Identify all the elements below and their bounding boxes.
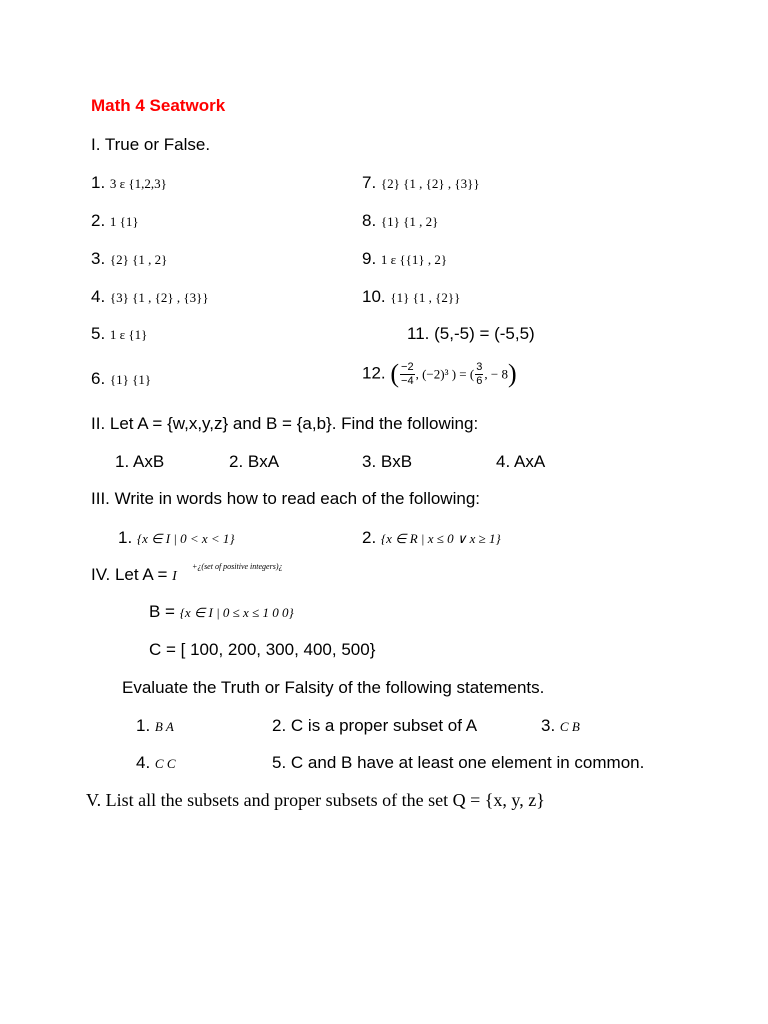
part5-heading: V. List all the subsets and proper subsets of the set Q = {x, y, z} [86, 790, 545, 810]
part2-item-3 [362, 453, 412, 470]
item-number: 12. [362, 363, 386, 383]
part4-item-2 [272, 717, 477, 734]
part4-item-4 [136, 754, 176, 771]
part1-item-6 [91, 370, 151, 387]
part1-item-5 [91, 325, 147, 342]
page-title: Math 4 Seatwork [91, 96, 226, 115]
part1-heading: I. True or False. [91, 135, 211, 154]
part1-item-12 [362, 361, 517, 387]
item-number: 7. [362, 173, 377, 192]
set-b-definition [149, 603, 294, 620]
part1-item-11 [407, 325, 535, 342]
set-expression: 1 ε {{1} , 2} [380, 252, 448, 267]
item-number: 4. [91, 287, 106, 306]
part4-item-3 [541, 717, 580, 734]
subset-expression: C B [559, 719, 580, 734]
item-number: 5. [91, 324, 106, 343]
set-expression: {1} {1} [109, 372, 152, 387]
item-number: 11. [407, 324, 430, 343]
part1-item-3 [91, 250, 167, 267]
part1-item-7 [362, 174, 480, 191]
fraction-2 [475, 361, 483, 386]
part1-item-10 [362, 288, 460, 305]
item-number: 9. [362, 249, 377, 268]
part4-item-5 [272, 754, 644, 771]
part4-heading [91, 566, 177, 584]
item-number: 1. [115, 452, 130, 471]
item-text: AxB [132, 452, 165, 471]
set-expression: 1 {1} [109, 214, 139, 229]
part4-instruction: Evaluate the Truth or Falsity of the following statements. [122, 678, 545, 697]
open-paren: ( [390, 359, 400, 388]
item-text: AxA [513, 452, 546, 471]
fraction-numerator: −2 [401, 361, 414, 374]
part1-item-4 [91, 288, 209, 305]
item-number: 2. [91, 211, 106, 230]
set-expression: {3} {1 , {2} , {3}} [109, 290, 209, 305]
item-number: 1. [136, 716, 151, 735]
fraction-denominator: 6 [476, 374, 483, 387]
item-number: 2. [362, 528, 377, 547]
item-number: 5. [272, 753, 287, 772]
item-number: 4. [136, 753, 151, 772]
set-expression: 3 ε {1,2,3} [109, 176, 167, 191]
item-number: 4. [496, 452, 511, 471]
item-text: BxB [380, 452, 413, 471]
pair-equation: (5,-5) = (-5,5) [434, 324, 535, 343]
item-text: C is a proper subset of A [290, 716, 478, 735]
part4-heading-prefix: IV. Let A = [91, 565, 173, 584]
set-builder-expression: {x ∈ I | 0 ≤ x ≤ 1 0 0} [179, 605, 294, 620]
item-number: 3. [91, 249, 106, 268]
set-builder-expression: {x ∈ R | x ≤ 0 ∨ x ≥ 1} [380, 531, 501, 546]
set-expression: {2} {1 , 2} [109, 252, 168, 267]
set-expression: {1} {1 , 2} [380, 214, 439, 229]
set-builder-expression: {x ∈ I | 0 < x < 1} [136, 531, 235, 546]
item-number: 2. [229, 452, 244, 471]
part1-item-1 [91, 174, 167, 191]
integers-symbol: I [172, 569, 177, 584]
part2-heading: II. Let A = {w,x,y,z} and B = {a,b}. Find the following: [91, 414, 479, 433]
part3-heading: III. Write in words how to read each of the following: [91, 489, 480, 508]
part2-item-2 [229, 453, 279, 470]
part2-item-1 [115, 453, 164, 470]
item-number: 2. [272, 716, 287, 735]
fraction-denominator: −4 [401, 374, 414, 387]
pair-middle: , (−2)³ ) = ( [415, 366, 475, 382]
item-number: 3. [541, 716, 556, 735]
item-number: 1. [118, 528, 133, 547]
integers-superscript-note: +¿(set of positive integers)¿ [192, 562, 283, 571]
item-number: 8. [362, 211, 377, 230]
part4-item-1 [136, 717, 174, 734]
item-number: 3. [362, 452, 377, 471]
part3-item-2 [362, 529, 501, 546]
item-number: 10. [362, 287, 386, 306]
part3-item-1 [118, 529, 235, 546]
fraction-1 [400, 361, 415, 386]
close-paren: ) [507, 359, 517, 388]
part2-item-4 [496, 453, 545, 470]
part1-item-9 [362, 250, 447, 267]
part1-item-8 [362, 212, 438, 229]
pair-end: , − 8 [484, 366, 508, 382]
item-number: 6. [91, 369, 106, 388]
set-c-definition: C = [ 100, 200, 300, 400, 500} [149, 640, 376, 659]
item-text: C and B have at least one element in common. [290, 753, 645, 772]
subset-expression: C C [154, 756, 176, 771]
part1-item-2 [91, 212, 139, 229]
item-number: 1. [91, 173, 106, 192]
set-expression: {1} {1 , {2}} [390, 290, 461, 305]
item-text: BxA [247, 452, 280, 471]
set-expression: 1 ε {1} [109, 327, 148, 342]
set-expression: {2} {1 , {2} , {3}} [380, 176, 480, 191]
set-b-prefix: B = [149, 602, 180, 621]
fraction-numerator: 3 [476, 361, 483, 374]
subset-expression: B A [154, 719, 174, 734]
